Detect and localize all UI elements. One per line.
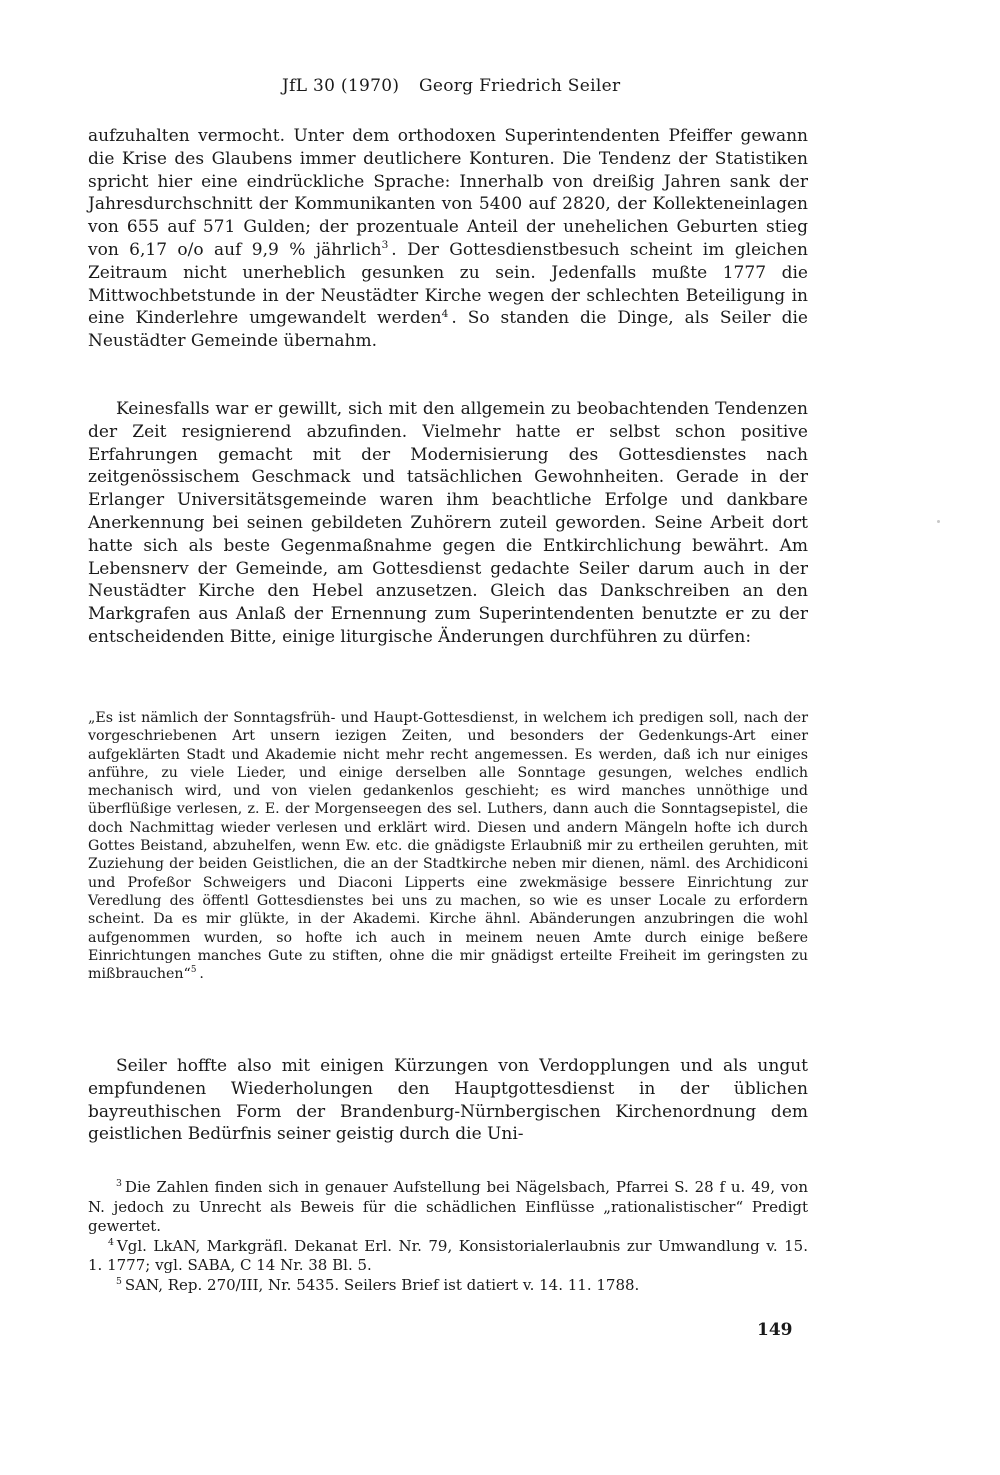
footnote-4 [88,1237,808,1276]
body-paragraph-1 [88,125,808,353]
journal-citation: JfL 30 (1970) [282,76,400,96]
quote-text: . [199,966,204,983]
paragraph-text: . Der Gottesdienstbesuch scheint im gleichen Zeitraum nicht unerheblich gesunken zu sein. Jedenfalls mußte 1777 die Mittwochbetstunde in der Neustädter Kirche wegen der schlechten Beteiligung in eine Kinderlehre umgewandelt werden [88,239,809,329]
footnote-ref-5[interactable]: 5 [190,965,197,976]
footnote-ref-4[interactable]: 4 [441,307,449,320]
paragraph-text: Seiler hoffte also mit einigen Kürzungen von Verdopplungen und als ungut empfundenen Wiederholungen den Hauptgottesdienst in der üblichen bayreuthischen Form der Brandenburg-Nürnbergischen Kirchenordnung dem geistlichen Bedürfnis seiner geistig durch die Uni- [88,1056,808,1145]
block-quote [88,709,808,983]
paragraph-text: . So standen die Dinge, als Seiler die Neustädter Gemeinde übernahm. [88,308,808,352]
paragraph-text: Keinesfalls war er gewillt, sich mit den allgemein zu beobachtenden Tendenzen der Zeit resignierend abzufinden. Vielmehr hatte er selbst schon positive Erfahrungen gemacht mit der Modernisierung des Gottesdienstes nach zeitgenössischem Geschmack und tatsächlichen Gewohnheiten. Gerade in der Erlanger Universitätsgemeinde waren ihm beachtliche Erfolge und dankbare Anerkennung bei seinen gebildeten Zuhörern zuteil geworden. Seine Arbeit dort hatte sich als beste Gegenmaßnahme gegen die Entkirchlichung bewährt. Am Lebensnerv der Gemeinde, am Gottesdienst gedachte Seiler darum auch in der Neustädter Kirche den Hebel anzusetzen. Gleich das Dankschreiben an den Markgrafen aus Anlaß der Ernennung zum Superintendenten benutzte er zu der entscheidenden Bitte, einige liturgische Änderungen durchführen zu dürfen: [88,399,808,647]
footnote-number: 4 [108,1236,114,1248]
quote-text: „Es ist nämlich der Sonntagsfrüh- und Haupt-Gottesdienst, in welchem ich predigen soll, nach der vorgeschriebenen Art unsern iezigen Zeiten, und besonders der Gedenkungs-Art einer aufgeklärten Stadt und Akademie nicht mehr recht angemessen. Es werden, daß ich nur einiges anführe, zu viele Lieder, und einige derselben alle Sonntage gesungen, welches endlich mechanisch wird, und von vielen gedankenlos geschieht; es wird manches unnöthige und überflüßige verlesen, z. E. der Morgenseegen des sel. Luthers, dann auch die Sonntagsepistel, die doch Nachmittag wieder verlesen und erklärt wird. Diesen und andern Mängeln hofte ich durch Gottes Beistand, abzuhelfen, wenn Ew. etc. die gnädigste Erlaubniß mir zu ertheilen geruhten, mit Zuziehung der beiden Geistlichen, die an der Stadtkirche neben mir dienen, näml. des Archidiconi und Profeßor Schweigers und Diaconi Lipperts eine zwekmäsige bessere Einrichtung zur Veredlung des öffentl Gottesdienstes bei uns zu machen, so wie es unser Locale zu erfordern scheint. Da es mir glükte, in der Akademi. Kirche ähnl. Abänderungen anzubringen die wohl aufgenommen wurden, so hofte ich auch in meinem neuen Amte durch einige beßere Einrichtungen manches Gute zu stiften, ohne die mir gnädigst erteilte Freiheit im geringsten zu mißbrauchen“ [88,710,808,983]
footnote-number: 5 [116,1275,122,1287]
footnote-3 [88,1178,808,1237]
page-number: 149 [757,1320,793,1340]
footnote-number: 3 [116,1178,122,1189]
article-author: Georg Friedrich Seiler [418,76,621,96]
footnote-text: Die Zahlen finden sich in genauer Aufstellung bei Nägelsbach, Pfarrei S. 28 f u. 49, von N. jedoch zu Unrecht als Beweis für die schädlichen Einflüsse „rationalistischer“ Predigt gewertet. [88,1178,808,1235]
footnote-text: Vgl. LkAN, Markgräfl. Dekanat Erl. Nr. 79, Konsistorialerlaubnis zur Umwandlung v. 15. 1. 1777; vgl. SABA, C 14 Nr. 38 Bl. 5. [88,1236,808,1274]
scan-speck [937,520,940,523]
footnote-5 [88,1276,808,1296]
footnotes [88,1178,808,1295]
footnote-ref-3[interactable]: 3 [381,239,389,252]
footnote-text: SAN, Rep. 270/III, Nr. 5435. Seilers Brief ist datiert v. 14. 11. 1788. [124,1275,640,1294]
paragraph-text: aufzuhalten vermocht. Unter dem orthodoxen Superintendenten Pfeiffer gewann die Krise des Glaubens immer deutlichere Konturen. Die Tendenz der Statistiken spricht hier eine eindrückliche Sprache: Innerhalb von dreißig Jahren sank der Jahresdurchschnitt der Kommunikanten von 5400 auf 2820, der Kollekteneinlagen von 655 auf 571 Gulden; der prozentuale Anteil der unehelichen Geburten stieg von 6,17 o/o auf 9,9 % jährlich [88,126,808,260]
running-header [282,76,620,96]
body-paragraph-2 [88,398,808,649]
body-paragraph-3 [88,1055,808,1146]
